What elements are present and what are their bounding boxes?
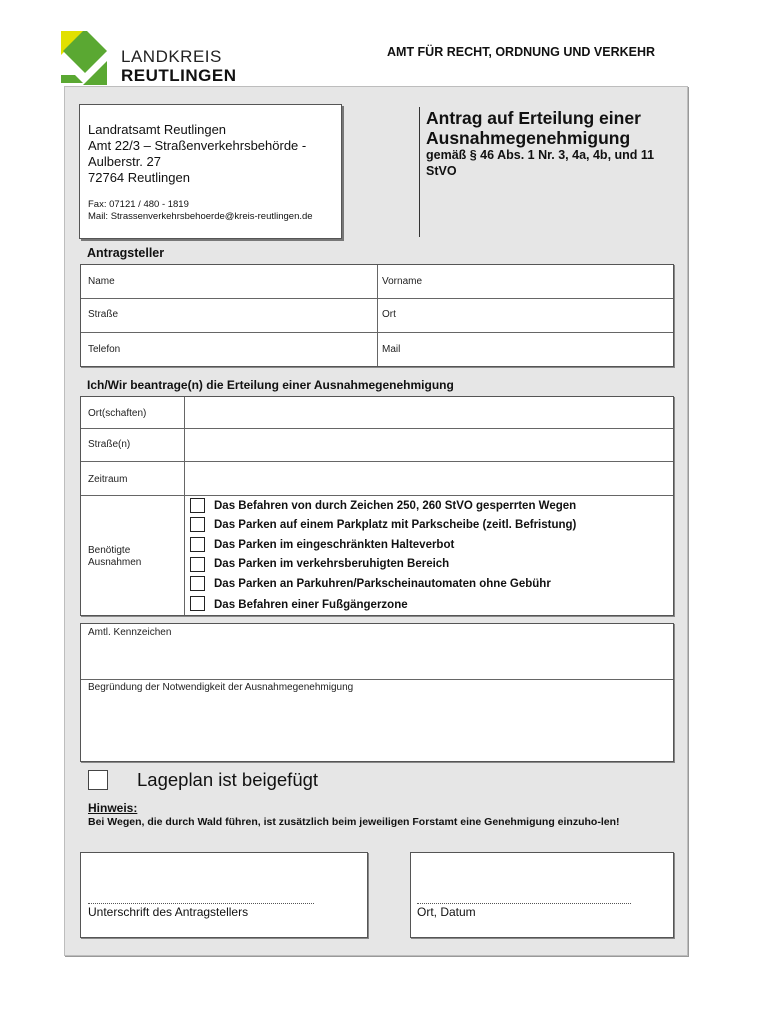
address-mail: Mail: Strassenverkehrsbehoerde@kreis-reutlingen.de xyxy=(88,211,313,222)
applicant-heading: Antragsteller xyxy=(87,246,165,260)
option-label-6: Das Befahren einer Fußgängerzone xyxy=(214,599,408,611)
address-line-1: Landratsamt Reutlingen xyxy=(88,122,227,137)
form-subtitle: gemäß § 46 Abs. 1 Nr. 3, 4a, 4b, und 11 StVO xyxy=(426,148,655,178)
logo-text-reutlingen: REUTLINGEN xyxy=(121,66,237,85)
title-divider xyxy=(419,107,420,237)
ausnahmen-label xyxy=(88,545,141,569)
option-checkbox-1[interactable] xyxy=(190,498,205,513)
ortschaften-field[interactable]: Ort(schaften) xyxy=(88,408,147,419)
option-label-2: Das Parken auf einem Parkplatz mit Parkscheibe (zeitl. Befristung) xyxy=(214,519,577,531)
logo-text-landkreis: LANDKREIS xyxy=(121,47,222,66)
form-title-line-1: Antrag auf Erteilung einer xyxy=(426,108,641,128)
option-label-5: Das Parken an Parkuhren/Parkscheinautomaten ohne Gebühr xyxy=(214,578,551,590)
zeitraum-field[interactable]: Zeitraum xyxy=(88,474,128,485)
signature-label: Unterschrift des Antragstellers xyxy=(88,905,249,919)
place-date-box[interactable] xyxy=(410,852,674,938)
option-label-3: Das Parken im eingeschränkten Halteverbot xyxy=(214,539,455,551)
mail-field[interactable]: Mail xyxy=(382,344,401,355)
option-checkbox-6[interactable] xyxy=(190,596,205,611)
hinweis-heading: Hinweis: xyxy=(88,801,138,815)
department-title: AMT FÜR RECHT, ORDNUNG UND VERKEHR xyxy=(387,45,656,59)
address-line-2: Amt 22/3 – Straßenverkehrsbehörde - xyxy=(88,138,307,153)
begruendung-field[interactable]: Begründung der Notwendigkeit der Ausnahmegenehmigung xyxy=(88,682,354,693)
request-heading: Ich/Wir beantrage(n) die Erteilung einer Ausnahmegenehmigung xyxy=(87,378,454,392)
address-box xyxy=(79,104,342,239)
address-line-3: Aulberstr. 27 xyxy=(88,154,161,169)
applicant-table xyxy=(80,264,674,367)
form-title xyxy=(426,108,641,148)
kennzeichen-field[interactable]: Amtl. Kennzeichen xyxy=(88,627,172,638)
option-checkbox-5[interactable] xyxy=(190,576,205,591)
address-line-4: 72764 Reutlingen xyxy=(88,170,190,185)
place-date-label: Ort, Datum xyxy=(417,905,476,919)
option-checkbox-4[interactable] xyxy=(190,557,205,572)
lageplan-label: Lageplan ist beigefügt xyxy=(137,769,319,790)
vehicle-table xyxy=(80,623,674,762)
ausnahmen-label-2: Ausnahmen xyxy=(88,557,142,568)
ort-field[interactable]: Ort xyxy=(382,309,396,320)
signature-box[interactable] xyxy=(80,852,368,938)
option-checkbox-3[interactable] xyxy=(190,537,205,552)
strasse-field[interactable]: Straße xyxy=(88,309,119,320)
ausnahmen-label-1: Benötigte xyxy=(88,545,131,556)
option-label-1: Das Befahren von durch Zeichen 250, 260 StVO gesperrten Wegen xyxy=(214,500,577,512)
form-title-line-2: Ausnahmegenehmigung xyxy=(426,128,631,148)
hinweis-text: Bei Wegen, die durch Wald führen, ist zusätzlich beim jeweiligen Forstamt eine Genehmigung einzuho-len! xyxy=(88,816,620,828)
vorname-field[interactable]: Vorname xyxy=(382,276,423,287)
landkreis-logo-icon xyxy=(61,31,107,85)
name-field[interactable]: Name xyxy=(88,276,115,287)
lageplan-checkbox[interactable] xyxy=(88,770,108,790)
strassen-field[interactable]: Straße(n) xyxy=(88,439,131,450)
option-label-4: Das Parken im verkehrsberuhigten Bereich xyxy=(214,558,450,570)
option-checkbox-2[interactable] xyxy=(190,517,205,532)
address-fax: Fax: 07121 / 480 - 1819 xyxy=(88,199,189,210)
telefon-field[interactable]: Telefon xyxy=(88,344,121,355)
